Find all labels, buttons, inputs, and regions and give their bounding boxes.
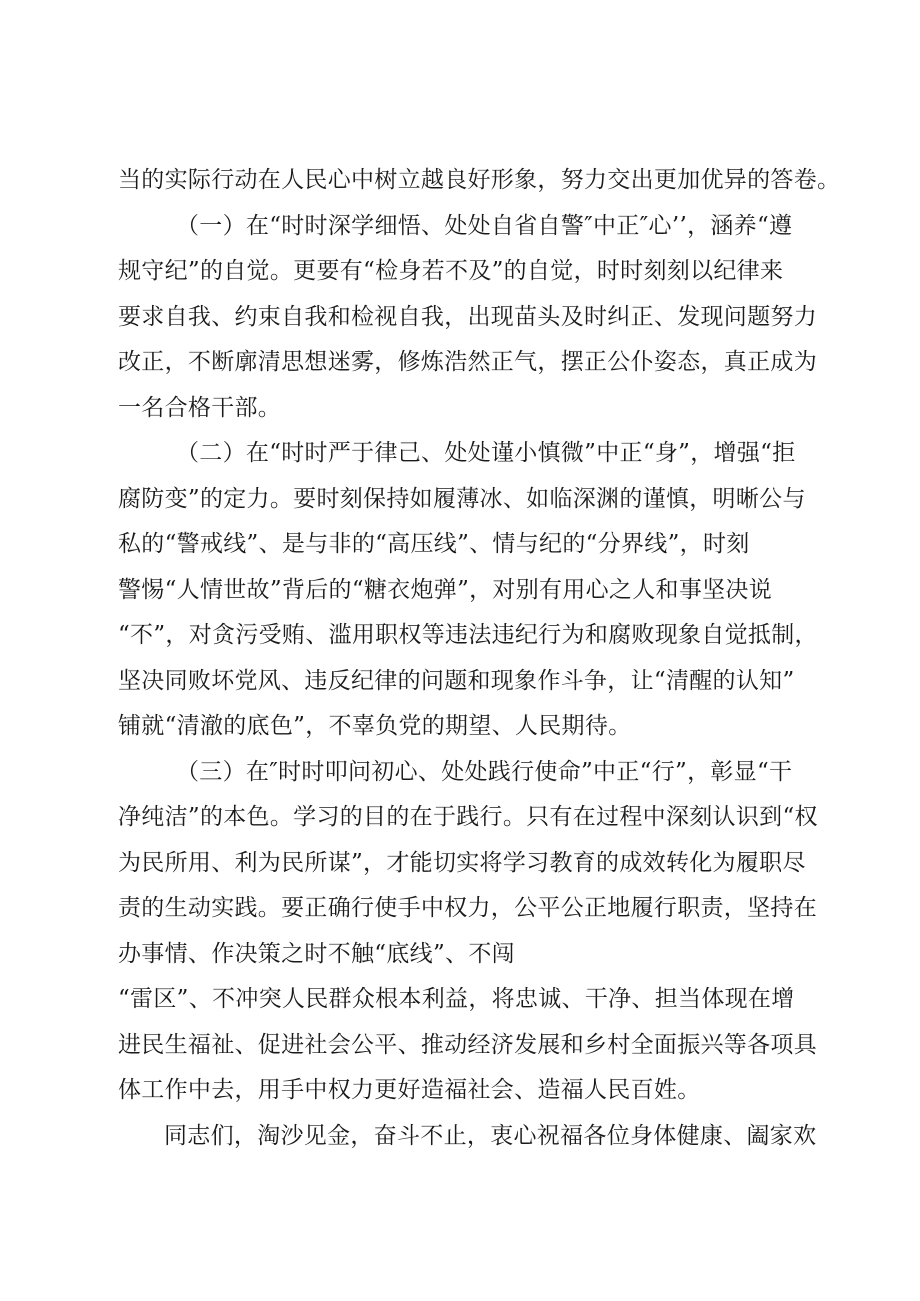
text-line: 一名合格干部。 bbox=[118, 394, 282, 421]
paragraph-1-heading-line: （一）在“时时深学细悟、处处自省自警″中正″心’’，涵养“遵 bbox=[176, 212, 793, 239]
text-line: “不”，对贪污受贿、滥用职权等违法违纪行为和腐败现象自觉抵制， bbox=[118, 622, 818, 648]
text-line: 进民生福祉、促进社会公平、推动经济发展和乡村全面振兴等各项具 bbox=[118, 1031, 817, 1058]
paragraph-2-heading-line: （二）在“时时严于律己、处处谨小慎微”中正“身”，增强“拒 bbox=[176, 440, 796, 466]
text-line: 警惕“人情世故”背后的“糖衣炮弹”，对别有用心之人和事坚决说 bbox=[118, 576, 773, 603]
text-line: 责的生动实践。要正确行使手中权力，公平公正地履行职责，坚持在 bbox=[118, 895, 817, 921]
text-line: 私的“警戒线”、是与非的“高压线”、情与纪的“分界线”，时刻 bbox=[118, 531, 750, 557]
text-line: 办事情、作决策之时不触“底线”、不闯 bbox=[118, 940, 515, 967]
paragraph-3-heading-line: （三）在″时时叩问初心、处处践行使命”中正“行”，彰显“干 bbox=[176, 758, 793, 785]
text-line: 铺就“清澈的底色”，不辜负党的期望、人民期待。 bbox=[118, 713, 632, 739]
text-line: 当的实际行动在人民心中树立越良好形象，努力交出更加优异的答卷。 bbox=[118, 167, 841, 193]
text-line: 净纯洁”的本色。学习的目的在于践行。只有在过程中深刻认识到“权 bbox=[118, 804, 818, 830]
text-line: 为民所用、利为民所谋”，才能切实将学习教育的成效转化为履职尽 bbox=[118, 849, 806, 876]
text-line: 坚决同败坏党风、违反纪律的问题和现象作斗争，让“清醒的认知” bbox=[118, 667, 795, 694]
text-line: 体工作中去，用手中权力更好造福社会、造福人民百姓。 bbox=[118, 1077, 701, 1103]
text-line: “雷区”、不冲突人民群众根本利益，将忠诚、干净、担当体现在增 bbox=[118, 986, 795, 1012]
text-line: 规守纪”的自觉。更要有“检身若不及”的自觉，时时刻刻以纪律来 bbox=[118, 258, 784, 284]
text-line: 腐防变”的定力。要时刻保持如履薄冰、如临深渊的谨慎，明晰公与 bbox=[118, 485, 806, 512]
closing-paragraph-line: 同志们，淘沙见金，奋斗不止，衷心祝福各位身体健康、阖家欢 bbox=[164, 1122, 817, 1149]
document-body bbox=[118, 158, 841, 1159]
text-line: 改正，不断廓清思想迷雾，修炼浩然正气，摆正公仆姿态，真正成为 bbox=[118, 349, 817, 375]
text-line: 要求自我、约束自我和检视自我，出现苗头及时纠正、发现问题努力 bbox=[118, 303, 817, 330]
